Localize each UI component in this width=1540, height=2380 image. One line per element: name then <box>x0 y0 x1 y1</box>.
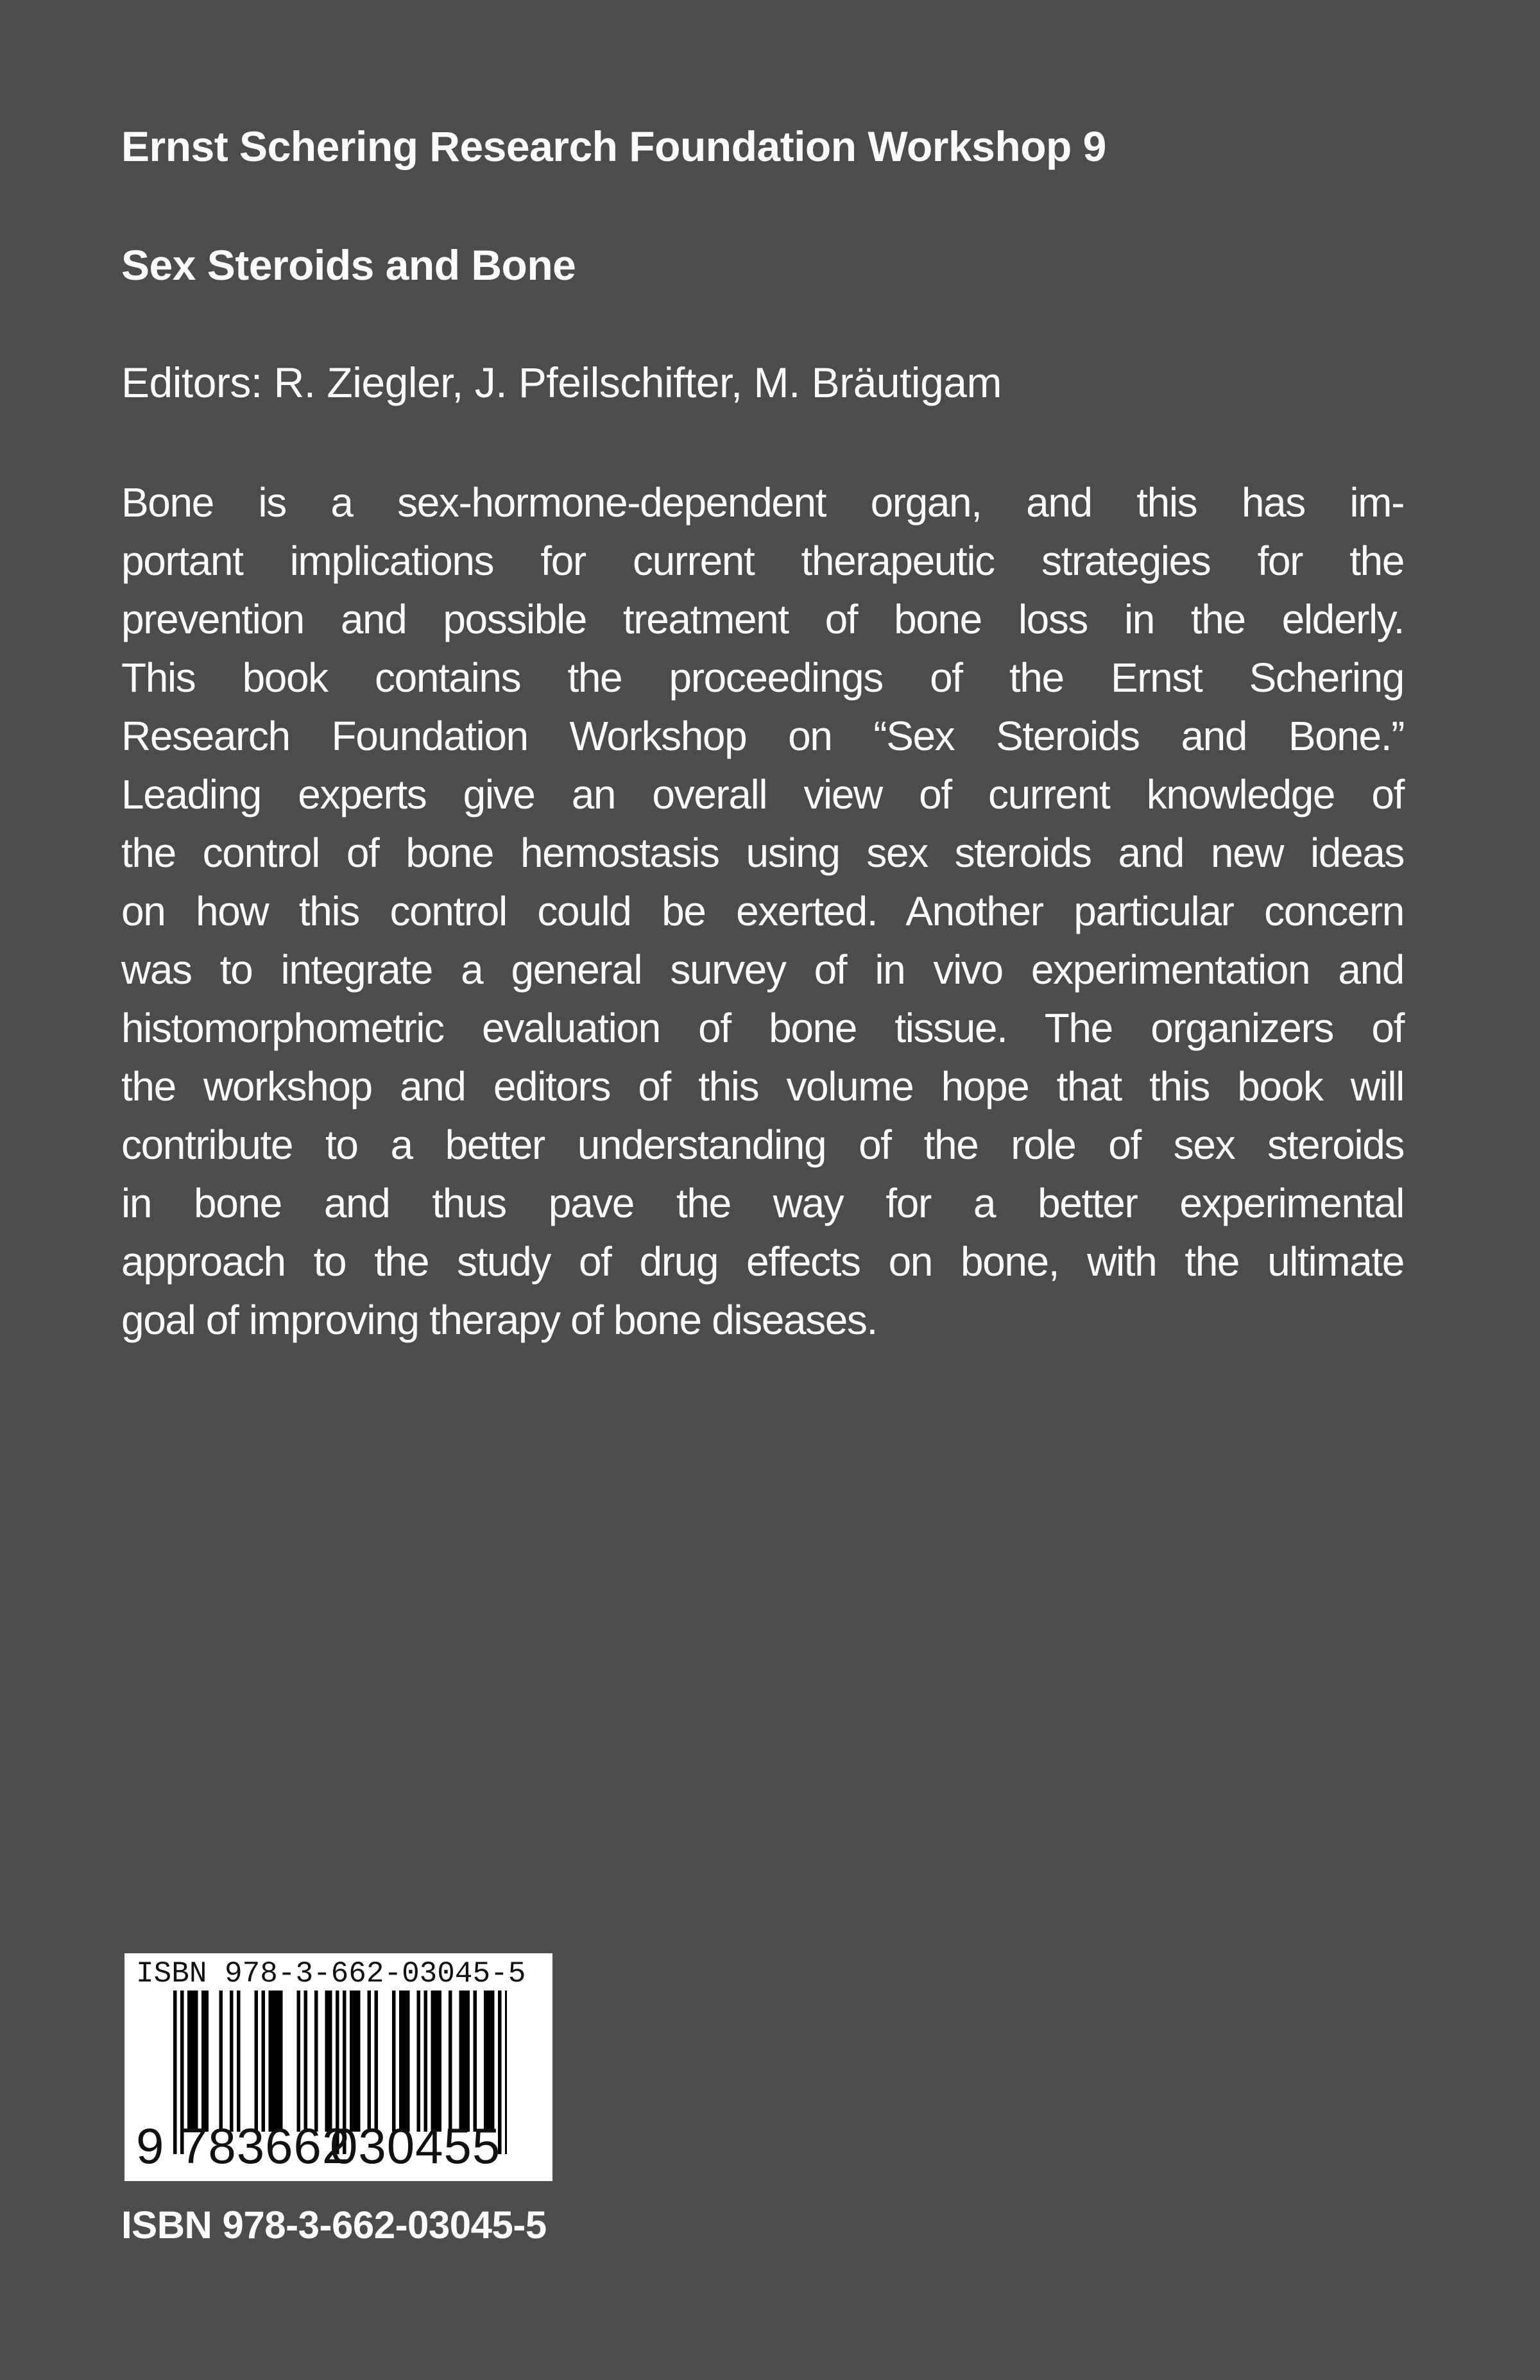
barcode-isbn-label: ISBN 978-3-662-03045-5 <box>136 1957 526 1990</box>
blurb-line: approach to the study of drug effects on bone, with the ultimate <box>121 1238 1404 1285</box>
barcode-bar <box>406 1990 410 2132</box>
barcode-bar <box>304 1990 308 2132</box>
barcode-bar <box>173 1990 177 2154</box>
barcode-bar <box>463 1990 466 2132</box>
barcode-right-digits: 030455 <box>330 2118 501 2174</box>
barcode-bar <box>255 1990 259 2132</box>
blurb-line: portant implications for current therapeutic strategies for the <box>121 538 1404 584</box>
blurb-line: This book contains the proceedings of the Ernst Schering <box>121 655 1404 701</box>
blurb-line: was to integrate a general survey of in vivo experimentation and <box>121 946 1404 993</box>
blurb-line: contribute to a better understanding of the role of sex steroids <box>121 1122 1404 1168</box>
barcode-bar <box>237 1990 241 2132</box>
barcode-bar <box>491 1990 495 2132</box>
blurb-line: the workshop and editors of this volume hope that this book will <box>121 1063 1404 1109</box>
blurb-line: in bone and thus pave the way for a better experimental <box>121 1180 1404 1226</box>
blurb-line: Research Foundation Workshop on “Sex Steroids and Bone.” <box>121 713 1404 759</box>
barcode-bar <box>269 1990 273 2132</box>
barcode-bar <box>438 1990 442 2132</box>
blurb-line: goal of improving therapy of bone diseases. <box>121 1297 877 1343</box>
barcode-bar <box>459 1990 463 2132</box>
editors: Editors: R. Ziegler, J. Pfeilschifter, M. Bräutigam <box>121 359 1002 406</box>
barcode-bar <box>431 1990 435 2132</box>
barcode-bar <box>201 1990 205 2132</box>
barcode-bar <box>230 1990 234 2132</box>
blurb-line: Bone is a sex-hormone-dependent organ, and this has im- <box>121 479 1404 526</box>
barcode-bar <box>474 1990 477 2132</box>
barcode-bar <box>375 1990 379 2132</box>
barcode-bar <box>466 1990 470 2132</box>
barcode-bar <box>350 1990 354 2132</box>
barcode-bar <box>434 1990 438 2132</box>
barcode-bar <box>297 1990 301 2132</box>
barcode-bar <box>187 1990 191 2132</box>
barcode-bar <box>449 1990 452 2132</box>
barcode-bar <box>424 1990 428 2132</box>
barcode-bar <box>279 1990 283 2132</box>
barcode-bar <box>368 1990 372 2132</box>
barcode-bar <box>392 1990 396 2132</box>
barcode-bar <box>262 1990 266 2132</box>
blurb-line: histomorphometric evaluation of bone tissue. The organizers of <box>121 1005 1404 1051</box>
barcode-bar <box>403 1990 407 2132</box>
blurb-line: prevention and possible treatment of bone loss in the elderly. <box>121 596 1404 642</box>
barcode-bar <box>488 1990 492 2132</box>
blurb <box>121 474 1404 1349</box>
barcode-first-digit: 9 <box>136 2118 164 2174</box>
barcode-bar <box>484 1990 488 2132</box>
book-title: Sex Steroids and Bone <box>121 241 576 289</box>
series-title: Ernst Schering Research Foundation Workshop 9 <box>121 123 1106 170</box>
blurb-line: on how this control could be exerted. Another particular concern <box>121 888 1404 934</box>
barcode-bar <box>194 1990 198 2132</box>
barcode-bar <box>505 1990 507 2154</box>
isbn-text: ISBN 978-3-662-03045-5 <box>121 2204 547 2247</box>
barcode-bar <box>219 1990 223 2132</box>
barcode-bar <box>399 1990 403 2132</box>
barcode-left-digits: 783662 <box>180 2118 351 2174</box>
barcode-bar <box>191 1990 195 2132</box>
barcode-bar <box>329 1990 332 2132</box>
barcode-bar <box>417 1990 421 2132</box>
barcode-bar <box>276 1990 280 2132</box>
barcode-bar <box>354 1990 357 2132</box>
blurb-line: the control of bone hemostasis using sex steroids and new ideas <box>121 830 1404 876</box>
barcode-bar <box>205 1990 209 2132</box>
barcode-bar <box>357 1990 361 2132</box>
barcode-bar <box>314 1990 318 2132</box>
blurb-line: Leading experts give an overall view of current knowledge of <box>121 771 1404 818</box>
barcode-bar <box>272 1990 276 2132</box>
barcode-bar <box>325 1990 329 2132</box>
isbn-barcode <box>124 1953 552 2181</box>
